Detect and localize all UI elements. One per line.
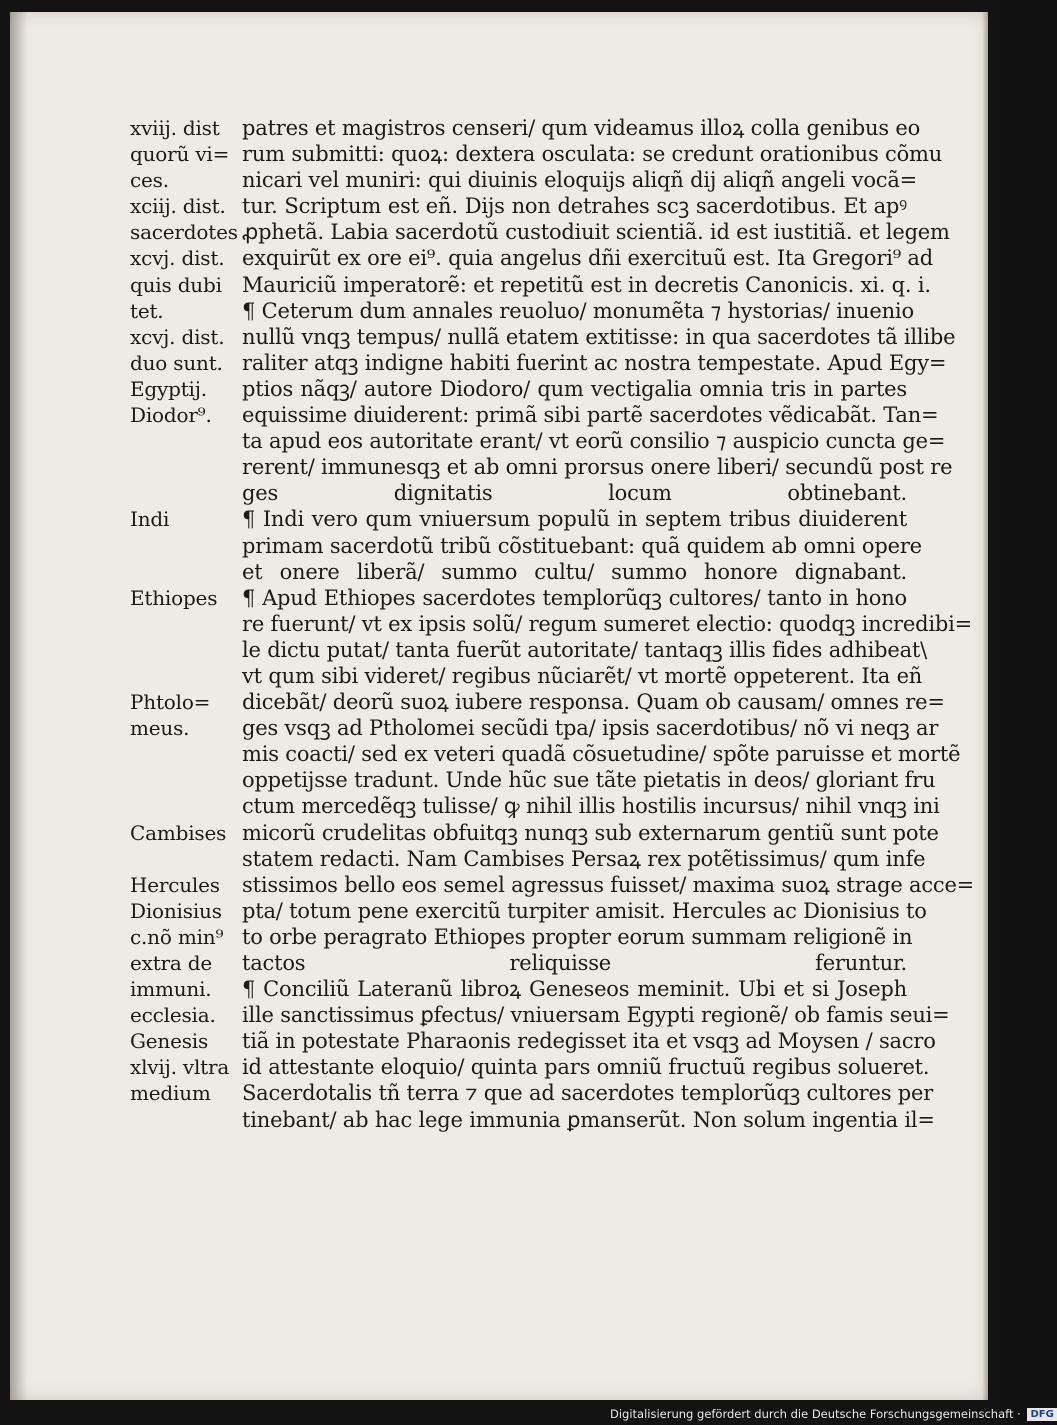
margin-note: medium xyxy=(130,1081,211,1106)
text-line: le dictu putat/ tanta fuerũt autoritate/ tantaqꝫ illis fides adhibeat\ xyxy=(242,637,928,662)
margin-note: Egyptij. xyxy=(130,376,207,401)
text-line: tactos reliquisse feruntur. xyxy=(242,951,907,975)
margin-note: Genesis xyxy=(130,1029,209,1054)
margin-note: ces. xyxy=(130,168,169,193)
margin-note: Indi xyxy=(130,507,170,532)
text-line: re fuerunt/ vt ex ipsis solũ/ regum sumeret electio: quodqꝫ incredibi= xyxy=(242,611,972,636)
margin-note: xlvij. vltra xyxy=(130,1055,230,1080)
margin-note xyxy=(130,428,238,454)
text-line: ges vsqꝫ ad Ptholomei secũdi tpa/ ipsis sacerdotibus/ nõ vi neqꝫ ar xyxy=(242,716,939,741)
margin-note: tet. xyxy=(130,298,164,323)
text-line: exquirũt ex ore ei⁹. quia angelus dñi exercituũ est. Ita Gregori⁹ ad xyxy=(242,246,933,271)
text-line: primam sacerdotũ tribũ cõstituebant: quã quidem ab omni opere xyxy=(242,533,922,558)
text-line: oppetijsse tradunt. Unde hũc sue tãte pietatis in deos/ gloriant fru xyxy=(242,768,936,793)
margin-note: Phtolo= xyxy=(130,690,211,715)
text-line: mis coacti/ sed ex veteri quadã cõsuetudine/ spõte paruisse et mortẽ xyxy=(242,742,961,767)
margin-note: Hercules xyxy=(130,872,220,897)
text-line: ¶ Ceterum dum annales reuoluo/ monumẽta ⁊ hystorias/ inuenio xyxy=(242,298,914,323)
text-line: ¶ Apud Ethiopes sacerdotes templorũqꝫ cultores/ tanto in hono xyxy=(242,585,907,610)
text-line: rum submitti: quoꝝ: dextera osculata: se credunt orationibus cõmu xyxy=(242,142,943,167)
text-line: ta apud eos autoritate erant/ vt eorũ consilio ⁊ auspicio cuncta ge= xyxy=(242,429,946,454)
margin-note xyxy=(130,846,238,872)
credit-text: Digitalisierung gefördert durch die Deutsche Forschungsgemeinschaft xyxy=(610,1407,1014,1421)
text-line: et onere liberã/ summo cultu/ summo honore dignabant. xyxy=(242,559,907,584)
margin-note: Dionisius xyxy=(130,898,222,923)
digitization-credit xyxy=(610,1405,1054,1423)
text-line: tinebant/ ab hac lege immunia ꝑmanserũt. Non solum ingentia il= xyxy=(242,1107,935,1132)
margin-note: ecclesia. xyxy=(130,1003,216,1028)
text-line: tiã in potestate Pharaonis redegisset ita et vsqꝫ ad Moysen / sacro xyxy=(242,1029,936,1054)
separator: · xyxy=(1017,1407,1021,1421)
page-edge xyxy=(982,12,988,1400)
text-line: Mauriciũ imperatorẽ: et repetitũ est in decretis Canonicis. xi. q. i. xyxy=(242,272,931,297)
margin-note xyxy=(130,741,238,767)
text-line: raliter atqꝫ indigne habiti fuerint ac nostra tempestate. Apud Egy= xyxy=(242,350,947,375)
margin-notes xyxy=(130,115,238,1107)
margin-note: Cambises xyxy=(130,820,227,845)
margin-note: duo sunt. xyxy=(130,350,223,375)
text-line: id attestante eloquio/ quinta pars omniũ fructuũ regibus solueret. xyxy=(242,1055,930,1080)
margin-note: meus. xyxy=(130,716,190,741)
margin-note: xciij. dist. xyxy=(130,194,226,219)
text-line: tur. Scriptum est eñ. Dijs non detrahes scꝫ sacerdotibus. Et apꝰ xyxy=(242,194,907,219)
margin-note xyxy=(130,767,238,793)
text-line: ¶ Conciliũ Lateranũ libroꝝ Geneseos meminit. Ubi et si Joseph xyxy=(242,977,907,1002)
text-line: equissime diuiderent: primã sibi partẽ sacerdotes vẽdicabãt. Tan= xyxy=(242,403,939,428)
margin-note: quorũ vi= xyxy=(130,142,230,167)
text-line: patres et magistros censeri/ qum videamus illoꝝ colla genibus eo xyxy=(242,116,921,140)
margin-note: sacerdotes xyxy=(130,220,238,245)
text-line: stissimos bello eos semel agressus fuisset/ maxima suoꝝ strage acce= xyxy=(242,872,975,897)
margin-note xyxy=(130,480,238,506)
margin-note: c.nõ min⁹ xyxy=(130,924,224,949)
margin-note: xcvj. dist. xyxy=(130,324,225,349)
margin-note: quis dubi xyxy=(130,272,222,297)
margin-note xyxy=(130,637,238,663)
text-line: ille sanctissimus ꝑfectus/ vniuersam Egypti regionẽ/ ob famis seui= xyxy=(242,1003,950,1028)
text-line: micorũ crudelitas obfuitqꝫ nunqꝫ sub externarum gentiũ sunt pote xyxy=(242,820,939,845)
text-line: to orbe peragrato Ethiopes propter eorum summam religionẽ in xyxy=(242,924,913,949)
text-line: Sacerdotalis tñ terra ⁊ que ad sacerdotes templorũqꝫ cultores per xyxy=(242,1081,934,1106)
text-line: ptios nãqꝫ/ autore Diodoro/ qum vectigalia omnia tris in partes xyxy=(242,376,907,401)
text-line: nullũ vnqꝫ tempus/ nullã etatem extitisse: in qua sacerdotes tã illibe xyxy=(242,324,956,349)
margin-note: immuni. xyxy=(130,977,212,1002)
margin-note xyxy=(130,611,238,637)
text-line: ꝓphetã. Labia sacerdotũ custodiuit scientiã. id est iustitiã. et legem xyxy=(242,220,950,245)
margin-note xyxy=(130,663,238,689)
margin-note: Ethiopes xyxy=(130,585,218,610)
text-line: vt qum sibi videret/ regibus nũciarẽt/ vt mortẽ oppeterent. Ita eñ xyxy=(242,663,923,688)
margin-note: xcvj. dist. xyxy=(130,246,225,271)
margin-note: Diodor⁹. xyxy=(130,403,212,428)
text-line: pta/ totum pene exercitũ turpiter amisit. Hercules ac Dionisius to xyxy=(242,898,927,923)
margin-note xyxy=(130,454,238,480)
margin-note xyxy=(130,533,238,559)
margin-note xyxy=(130,559,238,585)
text-line: statem redacti. Nam Cambises Persaꝝ rex potẽtissimus/ qum infe xyxy=(242,846,926,871)
text-line: ctum mercedẽqꝫ tulisse/ ꝙ nihil illis hostilis incursus/ nihil vnqꝫ ini xyxy=(242,794,940,819)
text-line: rerent/ immunesqꝫ et ab omni prorsus onere liberi/ secundũ post re xyxy=(242,455,953,480)
margin-note: extra de xyxy=(130,951,213,975)
margin-note: xviij. dist xyxy=(130,116,220,140)
text-line: ges dignitatis locum obtinebant. xyxy=(242,481,907,506)
text-line: nicari vel muniri: qui diuinis eloquijs aliqñ dij aliqñ angeli vocã= xyxy=(242,168,918,193)
gutter-shadow xyxy=(10,12,28,1400)
text-line: ¶ Indi vero qum vniuersum populũ in septem tribus diuiderent xyxy=(242,507,907,532)
main-text-block xyxy=(242,115,975,1133)
dfg-logo: DFG xyxy=(1027,1408,1056,1421)
text-line: dicebãt/ deorũ suoꝝ iubere responsa. Quam ob causam/ omnes re= xyxy=(242,690,945,715)
margin-note xyxy=(130,793,238,819)
